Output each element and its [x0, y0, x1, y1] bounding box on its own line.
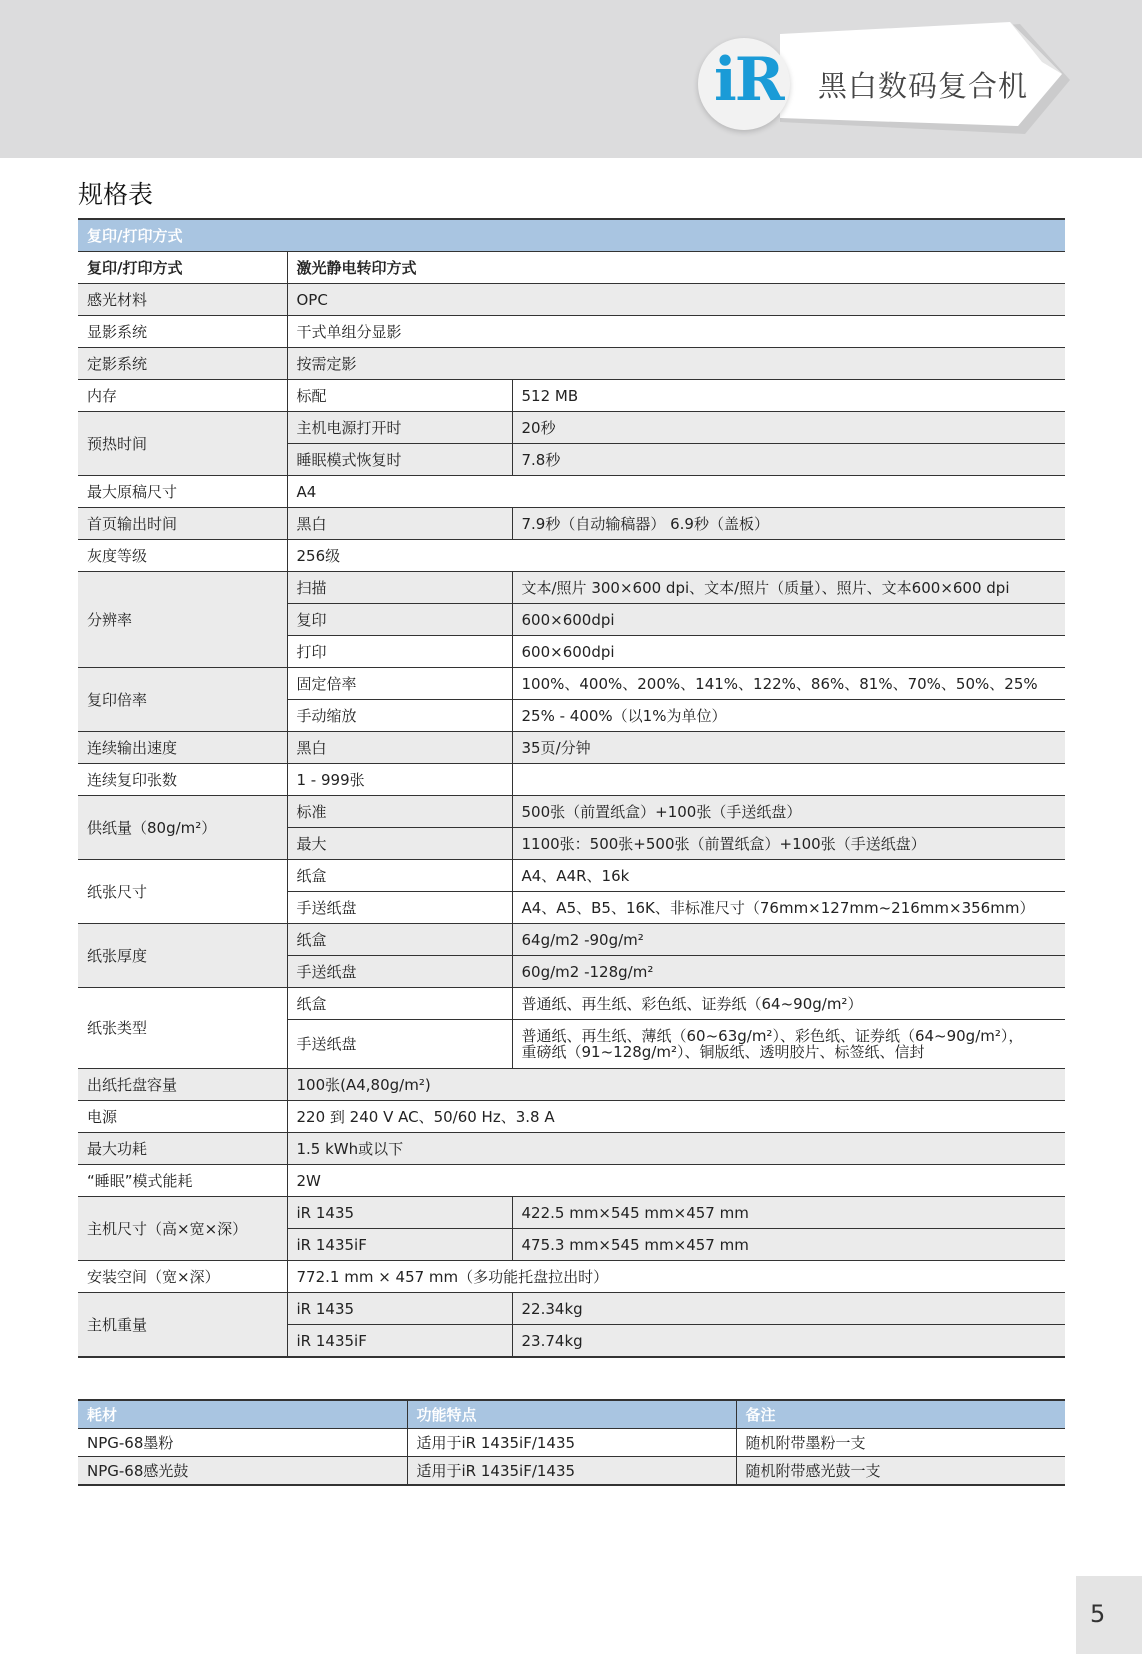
- row-value: 1 - 999张: [287, 764, 512, 796]
- row-sublabel: 手送纸盘: [287, 1020, 512, 1069]
- row-label: 显影系统: [78, 316, 287, 348]
- row-value: 按需定影: [287, 348, 1065, 380]
- row-label: 定影系统: [78, 348, 287, 380]
- row-value: 100张(A4,80g/m²): [287, 1069, 1065, 1101]
- row-value: 500张（前置纸盒）+100张（手送纸盘）: [512, 796, 1065, 828]
- table-row: [78, 764, 1065, 796]
- table-cell: 随机附带感光鼓一支: [736, 1457, 1065, 1486]
- table-row: [78, 732, 1065, 764]
- row-value: A4、A5、B5、16K、非标准尺寸（76mm×127mm~216mm×356mm）: [512, 892, 1065, 924]
- row-sublabel: 标配: [287, 380, 512, 412]
- page-number: 5: [1090, 1600, 1106, 1628]
- row-sublabel: iR 1435: [287, 1197, 512, 1229]
- row-value: 1100张：500张+500张（前置纸盒）+100张（手送纸盘）: [512, 828, 1065, 860]
- row-value: 35页/分钟: [512, 732, 1065, 764]
- row-value: 512 MB: [512, 380, 1065, 412]
- ir-logo: iR: [714, 45, 783, 115]
- row-value: 1.5 kWh或以下: [287, 1133, 1065, 1165]
- row-value: 7.8秒: [512, 444, 1065, 476]
- row-label: 纸张类型: [78, 988, 287, 1069]
- table-row: [78, 796, 1065, 828]
- table-cell: 适用于iR 1435iF/1435: [407, 1429, 736, 1457]
- row-sublabel: 纸盒: [287, 924, 512, 956]
- consumables-table: [78, 1399, 1065, 1486]
- table-row: [78, 508, 1065, 540]
- row-label: 电源: [78, 1101, 287, 1133]
- row-value: A4: [287, 476, 1065, 508]
- table-row: [78, 1133, 1065, 1165]
- row-value: 23.74kg: [512, 1325, 1065, 1358]
- row-label: 出纸托盘容量: [78, 1069, 287, 1101]
- row-label: 感光材料: [78, 284, 287, 316]
- row-value: 600×600dpi: [512, 636, 1065, 668]
- table-row: [78, 988, 1065, 1020]
- row-value: 20秒: [512, 412, 1065, 444]
- table-cell: 随机附带墨粉一支: [736, 1429, 1065, 1457]
- row-sublabel: 黑白: [287, 508, 512, 540]
- row-value: 256级: [287, 540, 1065, 572]
- table-row: [78, 924, 1065, 956]
- row-value: 772.1 mm × 457 mm（多功能托盘拉出时）: [287, 1261, 1065, 1293]
- page-number-box: [1076, 1576, 1142, 1654]
- consumables-header-row: [78, 1400, 1065, 1429]
- row-value: 422.5 mm×545 mm×457 mm: [512, 1197, 1065, 1229]
- row-label: 预热时间: [78, 412, 287, 476]
- row-sublabel: 打印: [287, 636, 512, 668]
- row-value: [512, 1020, 1065, 1069]
- table-row: [78, 348, 1065, 380]
- row-value: 25% - 400%（以1%为单位）: [512, 700, 1065, 732]
- row-value: 64g/m2 -90g/m²: [512, 924, 1065, 956]
- row-label: 内存: [78, 380, 287, 412]
- row-label: 复印/打印方式: [78, 252, 287, 284]
- row-sublabel: iR 1435iF: [287, 1229, 512, 1261]
- table-row: [78, 540, 1065, 572]
- row-value: 60g/m2 -128g/m²: [512, 956, 1065, 988]
- row-sublabel: 主机电源打开时: [287, 412, 512, 444]
- row-sublabel: 手动缩放: [287, 700, 512, 732]
- row-value-line: 重磅纸（91~128g/m²）、铜版纸、透明胶片、标签纸、信封: [521, 1043, 925, 1061]
- row-value: 600×600dpi: [512, 604, 1065, 636]
- table-cell: NPG-68墨粉: [78, 1429, 407, 1457]
- row-sublabel: 纸盒: [287, 988, 512, 1020]
- row-value: 22.34kg: [512, 1293, 1065, 1325]
- table-row: [78, 412, 1065, 444]
- row-label: 灰度等级: [78, 540, 287, 572]
- row-sublabel: 手送纸盘: [287, 892, 512, 924]
- row-value: 普通纸、再生纸、彩色纸、证券纸（64~90g/m²）: [512, 988, 1065, 1020]
- row-sublabel: 手送纸盘: [287, 956, 512, 988]
- row-label: 分辨率: [78, 572, 287, 668]
- table-row: [78, 572, 1065, 604]
- row-value: 475.3 mm×545 mm×457 mm: [512, 1229, 1065, 1261]
- row-sublabel: 最大: [287, 828, 512, 860]
- row-sublabel: 复印: [287, 604, 512, 636]
- table-row: [78, 284, 1065, 316]
- row-value: 干式单组分显影: [287, 316, 1065, 348]
- table-row: [78, 668, 1065, 700]
- row-sublabel: 纸盒: [287, 860, 512, 892]
- row-sublabel: 标准: [287, 796, 512, 828]
- row-sublabel: iR 1435: [287, 1293, 512, 1325]
- row-label: 首页输出时间: [78, 508, 287, 540]
- row-label: 纸张厚度: [78, 924, 287, 988]
- row-value: 7.9秒（自动输稿器） 6.9秒（盖板）: [512, 508, 1065, 540]
- row-label: 最大功耗: [78, 1133, 287, 1165]
- section-header-row: [78, 219, 1065, 252]
- table-row: [78, 316, 1065, 348]
- column-header: 备注: [736, 1400, 1065, 1429]
- row-value: 激光静电转印方式: [287, 252, 1065, 284]
- section-title: 复印/打印方式: [78, 219, 1065, 252]
- column-header: 耗材: [78, 1400, 407, 1429]
- row-sublabel: 黑白: [287, 732, 512, 764]
- table-row: [78, 1165, 1065, 1197]
- row-label: 主机重量: [78, 1293, 287, 1358]
- row-sublabel: 固定倍率: [287, 668, 512, 700]
- table-row: [78, 1197, 1065, 1229]
- table-row: [78, 1101, 1065, 1133]
- row-label: 纸张尺寸: [78, 860, 287, 924]
- row-value: 220 到 240 V AC、50/60 Hz、3.8 A: [287, 1101, 1065, 1133]
- row-value: 100%、400%、200%、141%、122%、86%、81%、70%、50%、25%: [512, 668, 1065, 700]
- row-value: A4、A4R、16k: [512, 860, 1065, 892]
- table-row: [78, 860, 1065, 892]
- row-value-line: 普通纸、再生纸、薄纸（60~63g/m²）、彩色纸、证券纸（64~90g/m²），: [521, 1027, 1024, 1045]
- table-row: [78, 1261, 1065, 1293]
- row-label: “睡眠”模式能耗: [78, 1165, 287, 1197]
- row-label: 供纸量（80g/m²）: [78, 796, 287, 860]
- column-header: 功能特点: [407, 1400, 736, 1429]
- spec-table: [78, 218, 1065, 1358]
- row-label: 最大原稿尺寸: [78, 476, 287, 508]
- table-row: [78, 1457, 1065, 1486]
- row-label: 主机尺寸（高×宽×深）: [78, 1197, 287, 1261]
- row-sublabel: iR 1435iF: [287, 1325, 512, 1358]
- row-value: 文本/照片 300×600 dpi、文本/照片（质量）、照片、文本600×600 dpi: [512, 572, 1065, 604]
- row-label: 连续输出速度: [78, 732, 287, 764]
- table-cell: NPG-68感光鼓: [78, 1457, 407, 1486]
- table-row: [78, 1069, 1065, 1101]
- page-title: 规格表: [78, 180, 154, 209]
- row-value: 2W: [287, 1165, 1065, 1197]
- table-row: [78, 476, 1065, 508]
- row-label: 安装空间（宽×深）: [78, 1261, 287, 1293]
- table-row: [78, 252, 1065, 284]
- row-label: 连续复印张数: [78, 764, 287, 796]
- table-row: [78, 380, 1065, 412]
- table-row: [78, 1429, 1065, 1457]
- table-row: [78, 1293, 1065, 1325]
- row-value: OPC: [287, 284, 1065, 316]
- row-label: 复印倍率: [78, 668, 287, 732]
- product-name: 黑白数码复合机: [818, 69, 1029, 103]
- row-sublabel: 扫描: [287, 572, 512, 604]
- row-empty: [512, 764, 1065, 796]
- row-sublabel: 睡眠模式恢复时: [287, 444, 512, 476]
- table-cell: 适用于iR 1435iF/1435: [407, 1457, 736, 1486]
